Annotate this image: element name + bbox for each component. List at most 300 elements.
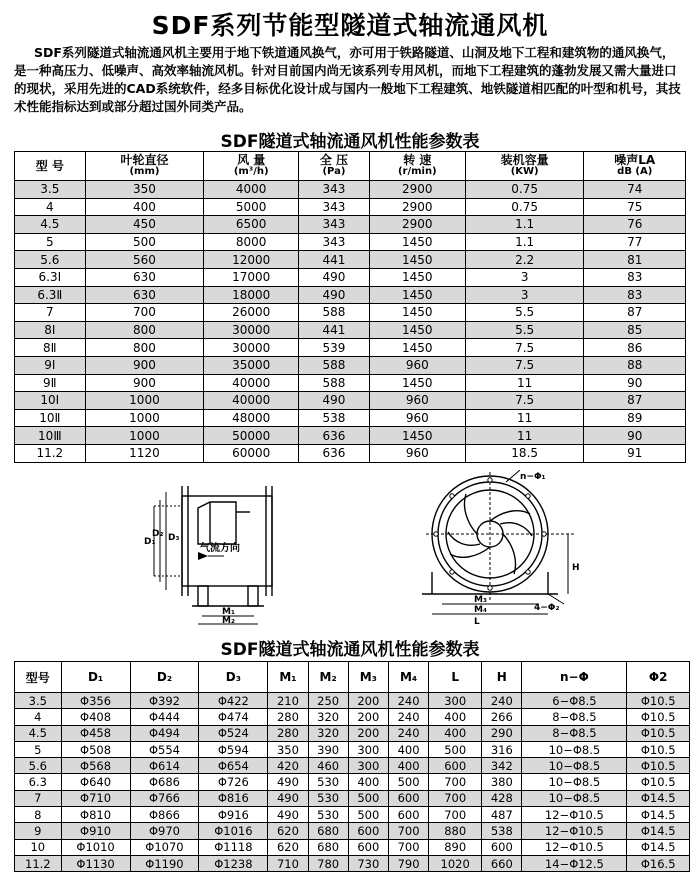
table2-header-cell: n−Φ xyxy=(522,662,627,693)
table1-cell: 76 xyxy=(584,216,686,234)
table2-cell: Φ970 xyxy=(130,823,199,839)
m2-label: M₂ xyxy=(222,616,235,626)
table2-cell: 200 xyxy=(348,709,388,725)
table1-cell: 343 xyxy=(299,233,370,251)
table2-header-cell: H xyxy=(482,662,522,693)
table2-cell: 400 xyxy=(388,758,428,774)
table2-cell: Φ1070 xyxy=(130,839,199,855)
table-row xyxy=(15,807,690,823)
table2-cell: 620 xyxy=(268,839,308,855)
table1-cell: 560 xyxy=(85,251,204,269)
h-label: H xyxy=(572,563,580,573)
table1-header-label: 转 速 xyxy=(403,153,432,167)
table2-cell: 600 xyxy=(348,823,388,839)
table2-cell: 600 xyxy=(348,839,388,855)
table1-cell: 11 xyxy=(465,409,584,427)
table2-cell: 5.6 xyxy=(15,758,62,774)
intro-paragraph: SDF系列隧道式轴流通风机主要用于地下铁道通风换气，亦可用于铁路隧道、山洞及地下工程和建筑物的通风换气，是一种高压力、低噪声、高效率轴流风机。针对目前国内尚无该系列专用风机，而地下工程建筑的蓬勃发展又需大量进口的现状，采用先进的CAD系统软件，经多目标优化设计成与国内一般地下工程建筑、地铁隧道相匹配的叶型和机号，其技术性能指标达到或部分超过国外同类产品。 xyxy=(14,45,681,114)
table2-cell: 490 xyxy=(268,790,308,806)
table1-header-unit: dB (A) xyxy=(617,166,653,177)
table2-cell: 538 xyxy=(482,823,522,839)
table1-cell: 4 xyxy=(15,198,86,216)
table1-cell: 450 xyxy=(85,216,204,234)
table1-header-cell xyxy=(369,152,465,181)
table2-cell: Φ594 xyxy=(199,741,268,757)
table2-cell: 530 xyxy=(308,774,348,790)
table1-cell: 343 xyxy=(299,198,370,216)
fan-body-outline xyxy=(182,496,272,586)
table2-cell: 240 xyxy=(388,725,428,741)
table-row xyxy=(15,251,686,269)
table2-cell: 8 xyxy=(15,807,62,823)
table2-cell: Φ10.5 xyxy=(627,709,690,725)
table2-cell: Φ494 xyxy=(130,725,199,741)
table2-cell: 6−Φ8.5 xyxy=(522,693,627,709)
table1-cell: 77 xyxy=(584,233,686,251)
table2-cell: 600 xyxy=(482,839,522,855)
table1-cell: 75 xyxy=(584,198,686,216)
table1-cell: 700 xyxy=(85,304,204,322)
table1-header-cell xyxy=(204,152,299,181)
table1-cell: 6.3Ⅱ xyxy=(15,286,86,304)
table2-cell: 1020 xyxy=(429,855,482,871)
table-row xyxy=(15,444,686,462)
table2-cell: Φ14.5 xyxy=(627,790,690,806)
table1-cell: 60000 xyxy=(204,444,299,462)
table-row xyxy=(15,427,686,445)
table1-cell: 900 xyxy=(85,356,204,374)
table2-header-cell: D₂ xyxy=(130,662,199,693)
motor-shape xyxy=(198,502,236,544)
table1-cell: 500 xyxy=(85,233,204,251)
table2-cell: Φ14.5 xyxy=(627,839,690,855)
table2-cell: 8−Φ8.5 xyxy=(522,709,627,725)
table1-cell: 91 xyxy=(584,444,686,462)
table2-cell: Φ1118 xyxy=(199,839,268,855)
table2-cell: 320 xyxy=(308,725,348,741)
table-row xyxy=(15,409,686,427)
table2-cell: 6.3 xyxy=(15,774,62,790)
table1-cell: 88 xyxy=(584,356,686,374)
table2-cell: Φ1010 xyxy=(61,839,130,855)
table-row xyxy=(15,855,690,871)
table1-header-label: 噪声LA xyxy=(614,153,656,167)
table2-cell: 487 xyxy=(482,807,522,823)
table2-cell: Φ422 xyxy=(199,693,268,709)
table1-cell: 441 xyxy=(299,251,370,269)
table2-cell: 210 xyxy=(268,693,308,709)
table1-cell: 5 xyxy=(15,233,86,251)
table1-cell: 1450 xyxy=(369,286,465,304)
table1-cell: 8000 xyxy=(204,233,299,251)
table2-cell: 10−Φ8.5 xyxy=(522,741,627,757)
table2-cell: Φ1190 xyxy=(130,855,199,871)
table2-cell: 710 xyxy=(268,855,308,871)
table2-cell: 680 xyxy=(308,823,348,839)
m1-label: M₁ xyxy=(222,607,235,617)
table1-cell: 11 xyxy=(465,427,584,445)
table1-cell: 83 xyxy=(584,286,686,304)
table2-cell: 240 xyxy=(388,693,428,709)
table1-header-unit: (KW) xyxy=(510,166,539,177)
table2-cell: 240 xyxy=(482,693,522,709)
table1-cell: 83 xyxy=(584,268,686,286)
table2-cell: 9 xyxy=(15,823,62,839)
table2-cell: 4.5 xyxy=(15,725,62,741)
table2-cell: 12−Φ10.5 xyxy=(522,807,627,823)
table1-cell: 26000 xyxy=(204,304,299,322)
table1-cell: 74 xyxy=(584,181,686,199)
table1-cell: 800 xyxy=(85,321,204,339)
table1-cell: 6.3Ⅰ xyxy=(15,268,86,286)
table2-cell: Φ654 xyxy=(199,758,268,774)
table-row xyxy=(15,725,690,741)
table1-cell: 3 xyxy=(465,268,584,286)
table2-cell: 730 xyxy=(348,855,388,871)
table1-cell: 10Ⅱ xyxy=(15,409,86,427)
table2-cell: 300 xyxy=(348,758,388,774)
table1-cell: 2900 xyxy=(369,216,465,234)
table2-cell: Φ1016 xyxy=(199,823,268,839)
table1-cell: 7 xyxy=(15,304,86,322)
table1-header-unit: (Pa) xyxy=(322,166,346,177)
table2-cell: 390 xyxy=(308,741,348,757)
table1-cell: 1450 xyxy=(369,268,465,286)
table-row xyxy=(15,268,686,286)
table1-cell: 636 xyxy=(299,427,370,445)
table1-cell: 2900 xyxy=(369,198,465,216)
table2-cell: 250 xyxy=(308,693,348,709)
table1-cell: 490 xyxy=(299,392,370,410)
table2-header-cell: M₁ xyxy=(268,662,308,693)
table-row xyxy=(15,321,686,339)
table2-cell: 460 xyxy=(308,758,348,774)
table2-cell: 8−Φ8.5 xyxy=(522,725,627,741)
table1-cell: 490 xyxy=(299,286,370,304)
table1-header-cell xyxy=(85,152,204,181)
table-row xyxy=(15,374,686,392)
dimension-table xyxy=(14,661,690,872)
table1-cell: 81 xyxy=(584,251,686,269)
table1-cell: 5000 xyxy=(204,198,299,216)
table1-cell: 48000 xyxy=(204,409,299,427)
table1-cell: 11.2 xyxy=(15,444,86,462)
table2-cell: Φ10.5 xyxy=(627,741,690,757)
table2-cell: Φ356 xyxy=(61,693,130,709)
table1-header-label: 叶轮直径 xyxy=(120,153,169,167)
table2-cell: Φ554 xyxy=(130,741,199,757)
table2-cell: 500 xyxy=(429,741,482,757)
table1-cell: 35000 xyxy=(204,356,299,374)
table1-cell: 1450 xyxy=(369,321,465,339)
table2-cell: 880 xyxy=(429,823,482,839)
table2-cell: Φ766 xyxy=(130,790,199,806)
table1-cell: 7.5 xyxy=(465,356,584,374)
table2-cell: 300 xyxy=(348,741,388,757)
table2-cell: 490 xyxy=(268,774,308,790)
table2-cell: 680 xyxy=(308,839,348,855)
table1-cell: 85 xyxy=(584,321,686,339)
table2-cell: 316 xyxy=(482,741,522,757)
table2-cell: 300 xyxy=(429,693,482,709)
table1-cell: 2900 xyxy=(369,181,465,199)
table-row xyxy=(15,693,690,709)
table2-cell: 790 xyxy=(388,855,428,871)
d3-label: D₃ xyxy=(168,533,180,543)
table2-cell: 290 xyxy=(482,725,522,741)
table2-header-cell: 型号 xyxy=(15,662,62,693)
table-row xyxy=(15,774,690,790)
m4-label: M₄ xyxy=(474,605,487,615)
table1-cell: 3 xyxy=(465,286,584,304)
table2-cell: 600 xyxy=(429,758,482,774)
table1-cell: 40000 xyxy=(204,374,299,392)
table2-cell: 700 xyxy=(388,823,428,839)
table1-cell: 9Ⅰ xyxy=(15,356,86,374)
table2-cell: 600 xyxy=(388,790,428,806)
table2-cell: 4 xyxy=(15,709,62,725)
table1-cell: 1450 xyxy=(369,233,465,251)
table1-cell: 8Ⅱ xyxy=(15,339,86,357)
table1-cell: 1450 xyxy=(369,374,465,392)
table1-cell: 1000 xyxy=(85,392,204,410)
table2-cell: 320 xyxy=(308,709,348,725)
table1-header-cell xyxy=(15,152,86,181)
table2-cell: 7 xyxy=(15,790,62,806)
table2-cell: 12−Φ10.5 xyxy=(522,823,627,839)
table1-cell: 960 xyxy=(369,392,465,410)
table2-cell: Φ10.5 xyxy=(627,774,690,790)
table1-cell: 89 xyxy=(584,409,686,427)
page-title: SDF系列节能型隧道式轴流通风机 xyxy=(151,11,549,40)
table2-header-cell: M₄ xyxy=(388,662,428,693)
table1-cell: 18000 xyxy=(204,286,299,304)
table1-cell: 960 xyxy=(369,444,465,462)
table2-cell: 380 xyxy=(482,774,522,790)
table2-cell: Φ816 xyxy=(199,790,268,806)
table1-cell: 1450 xyxy=(369,339,465,357)
table-row xyxy=(15,709,690,725)
table2-cell: 342 xyxy=(482,758,522,774)
table2-cell: Φ866 xyxy=(130,807,199,823)
table1-cell: 630 xyxy=(85,268,204,286)
table1-cell: 441 xyxy=(299,321,370,339)
table1-header-unit: (m³/h) xyxy=(233,166,269,177)
table1-cell: 50000 xyxy=(204,427,299,445)
table2-cell: 10−Φ8.5 xyxy=(522,758,627,774)
table1-header-cell xyxy=(465,152,584,181)
table2-cell: 11.2 xyxy=(15,855,62,871)
table1-header-unit: (r/min) xyxy=(397,166,437,177)
table1-cell: 17000 xyxy=(204,268,299,286)
table2-cell: Φ686 xyxy=(130,774,199,790)
table1-cell: 900 xyxy=(85,374,204,392)
table2-cell: 5 xyxy=(15,741,62,757)
table2-cell: 400 xyxy=(429,709,482,725)
table1-cell: 4.5 xyxy=(15,216,86,234)
table-row xyxy=(15,216,686,234)
table1-cell: 90 xyxy=(584,374,686,392)
table1-cell: 30000 xyxy=(204,321,299,339)
table1-cell: 630 xyxy=(85,286,204,304)
table1-cell: 87 xyxy=(584,304,686,322)
table1-cell: 0.75 xyxy=(465,181,584,199)
table2-cell: 890 xyxy=(429,839,482,855)
table2-cell: 420 xyxy=(268,758,308,774)
table2-cell: Φ1130 xyxy=(61,855,130,871)
table2-cell: Φ508 xyxy=(61,741,130,757)
table1-cell: 1450 xyxy=(369,304,465,322)
table-row xyxy=(15,181,686,199)
m3-label: M₃ xyxy=(474,595,487,605)
table2-cell: Φ14.5 xyxy=(627,823,690,839)
table1-cell: 960 xyxy=(369,409,465,427)
table2-cell: Φ10.5 xyxy=(627,725,690,741)
table2-cell: Φ524 xyxy=(199,725,268,741)
table2-cell: 530 xyxy=(308,790,348,806)
table2-cell: Φ10.5 xyxy=(627,693,690,709)
table2-cell: Φ640 xyxy=(61,774,130,790)
table1-title: SDF隧道式轴流通风机性能参数表 xyxy=(220,132,480,152)
table1-cell: 7.5 xyxy=(465,339,584,357)
table1-header-label: 装机容量 xyxy=(500,153,549,167)
table1-header-label: 型 号 xyxy=(35,159,64,173)
table2-cell: 490 xyxy=(268,807,308,823)
table1-cell: 4000 xyxy=(204,181,299,199)
table1-cell: 1.1 xyxy=(465,233,584,251)
phi2-label: 4−Φ₂ xyxy=(534,603,560,613)
table2-cell: 240 xyxy=(388,709,428,725)
table1-cell: 3.5 xyxy=(15,181,86,199)
table1-cell: 10Ⅰ xyxy=(15,392,86,410)
table1-cell: 2.2 xyxy=(465,251,584,269)
table1-header-cell xyxy=(299,152,370,181)
n-phi1-label: n−Φ₁ xyxy=(520,472,546,482)
table1-cell: 960 xyxy=(369,356,465,374)
table-row xyxy=(15,823,690,839)
table2-cell: 700 xyxy=(429,807,482,823)
table2-cell: Φ10.5 xyxy=(627,758,690,774)
table1-cell: 636 xyxy=(299,444,370,462)
table2-cell: 200 xyxy=(348,693,388,709)
table1-header-cell xyxy=(584,152,686,181)
table1-cell: 8Ⅰ xyxy=(15,321,86,339)
table2-cell: 780 xyxy=(308,855,348,871)
table1-cell: 90 xyxy=(584,427,686,445)
table2-cell: 400 xyxy=(348,774,388,790)
table2-cell: Φ408 xyxy=(61,709,130,725)
table1-cell: 490 xyxy=(299,268,370,286)
table1-cell: 1000 xyxy=(85,409,204,427)
table1-header-label: 全 压 xyxy=(319,153,349,167)
table1-cell: 400 xyxy=(85,198,204,216)
table2-header-cell: M₂ xyxy=(308,662,348,693)
table-row xyxy=(15,790,690,806)
table1-cell: 5.5 xyxy=(465,321,584,339)
table-row xyxy=(15,356,686,374)
table1-cell: 6500 xyxy=(204,216,299,234)
table1-cell: 9Ⅱ xyxy=(15,374,86,392)
table1-cell: 7.5 xyxy=(465,392,584,410)
table2-cell: 660 xyxy=(482,855,522,871)
table1-cell: 588 xyxy=(299,304,370,322)
table2-header-cell: D₁ xyxy=(61,662,130,693)
table1-header-unit: (mm) xyxy=(129,166,160,177)
table2-cell: Φ910 xyxy=(61,823,130,839)
table-row xyxy=(15,304,686,322)
table1-cell: 18.5 xyxy=(465,444,584,462)
fan-side-view-diagram xyxy=(140,478,300,628)
table2-cell: 428 xyxy=(482,790,522,806)
table2-header-cell: Φ2 xyxy=(627,662,690,693)
table1-cell: 0.75 xyxy=(465,198,584,216)
table1-cell: 588 xyxy=(299,356,370,374)
table1-cell: 539 xyxy=(299,339,370,357)
table1-cell: 30000 xyxy=(204,339,299,357)
l-label: L xyxy=(474,617,480,627)
table1-cell: 1450 xyxy=(369,427,465,445)
table2-cell: 530 xyxy=(308,807,348,823)
table2-cell: 200 xyxy=(348,725,388,741)
table1-cell: 1120 xyxy=(85,444,204,462)
table-row xyxy=(15,839,690,855)
fan-front-view-diagram xyxy=(408,470,598,630)
table1-cell: 1.1 xyxy=(465,216,584,234)
table1-cell: 87 xyxy=(584,392,686,410)
table2-cell: Φ1238 xyxy=(199,855,268,871)
table2-header-row xyxy=(15,662,690,693)
table1-cell: 11 xyxy=(465,374,584,392)
table1-cell: 40000 xyxy=(204,392,299,410)
table-row xyxy=(15,741,690,757)
d1-label: D₁ xyxy=(144,537,156,547)
table-row xyxy=(15,286,686,304)
table1-cell: 588 xyxy=(299,374,370,392)
table2-header-cell: D₃ xyxy=(199,662,268,693)
table2-cell: 700 xyxy=(388,839,428,855)
table2-cell: Φ392 xyxy=(130,693,199,709)
table2-cell: 10−Φ8.5 xyxy=(522,774,627,790)
table1-cell: 5.6 xyxy=(15,251,86,269)
table1-cell: 343 xyxy=(299,181,370,199)
table1-cell: 538 xyxy=(299,409,370,427)
table2-cell: Φ474 xyxy=(199,709,268,725)
table2-cell: 266 xyxy=(482,709,522,725)
table2-cell: 400 xyxy=(388,741,428,757)
table2-cell: Φ726 xyxy=(199,774,268,790)
table-row xyxy=(15,233,686,251)
table2-cell: 350 xyxy=(268,741,308,757)
performance-table xyxy=(14,151,686,463)
table2-cell: Φ710 xyxy=(61,790,130,806)
table1-cell: 5.5 xyxy=(465,304,584,322)
table2-cell: 620 xyxy=(268,823,308,839)
table2-cell: 500 xyxy=(388,774,428,790)
table2-cell: 500 xyxy=(348,807,388,823)
table2-cell: Φ568 xyxy=(61,758,130,774)
table1-cell: 343 xyxy=(299,216,370,234)
table2-cell: 10−Φ8.5 xyxy=(522,790,627,806)
table2-cell: Φ810 xyxy=(61,807,130,823)
table-row xyxy=(15,758,690,774)
table2-cell: 10 xyxy=(15,839,62,855)
table2-cell: Φ444 xyxy=(130,709,199,725)
table2-cell: Φ458 xyxy=(61,725,130,741)
table1-cell: 1000 xyxy=(85,427,204,445)
table2-cell: 600 xyxy=(388,807,428,823)
table-row xyxy=(15,392,686,410)
table2-cell: 12−Φ10.5 xyxy=(522,839,627,855)
